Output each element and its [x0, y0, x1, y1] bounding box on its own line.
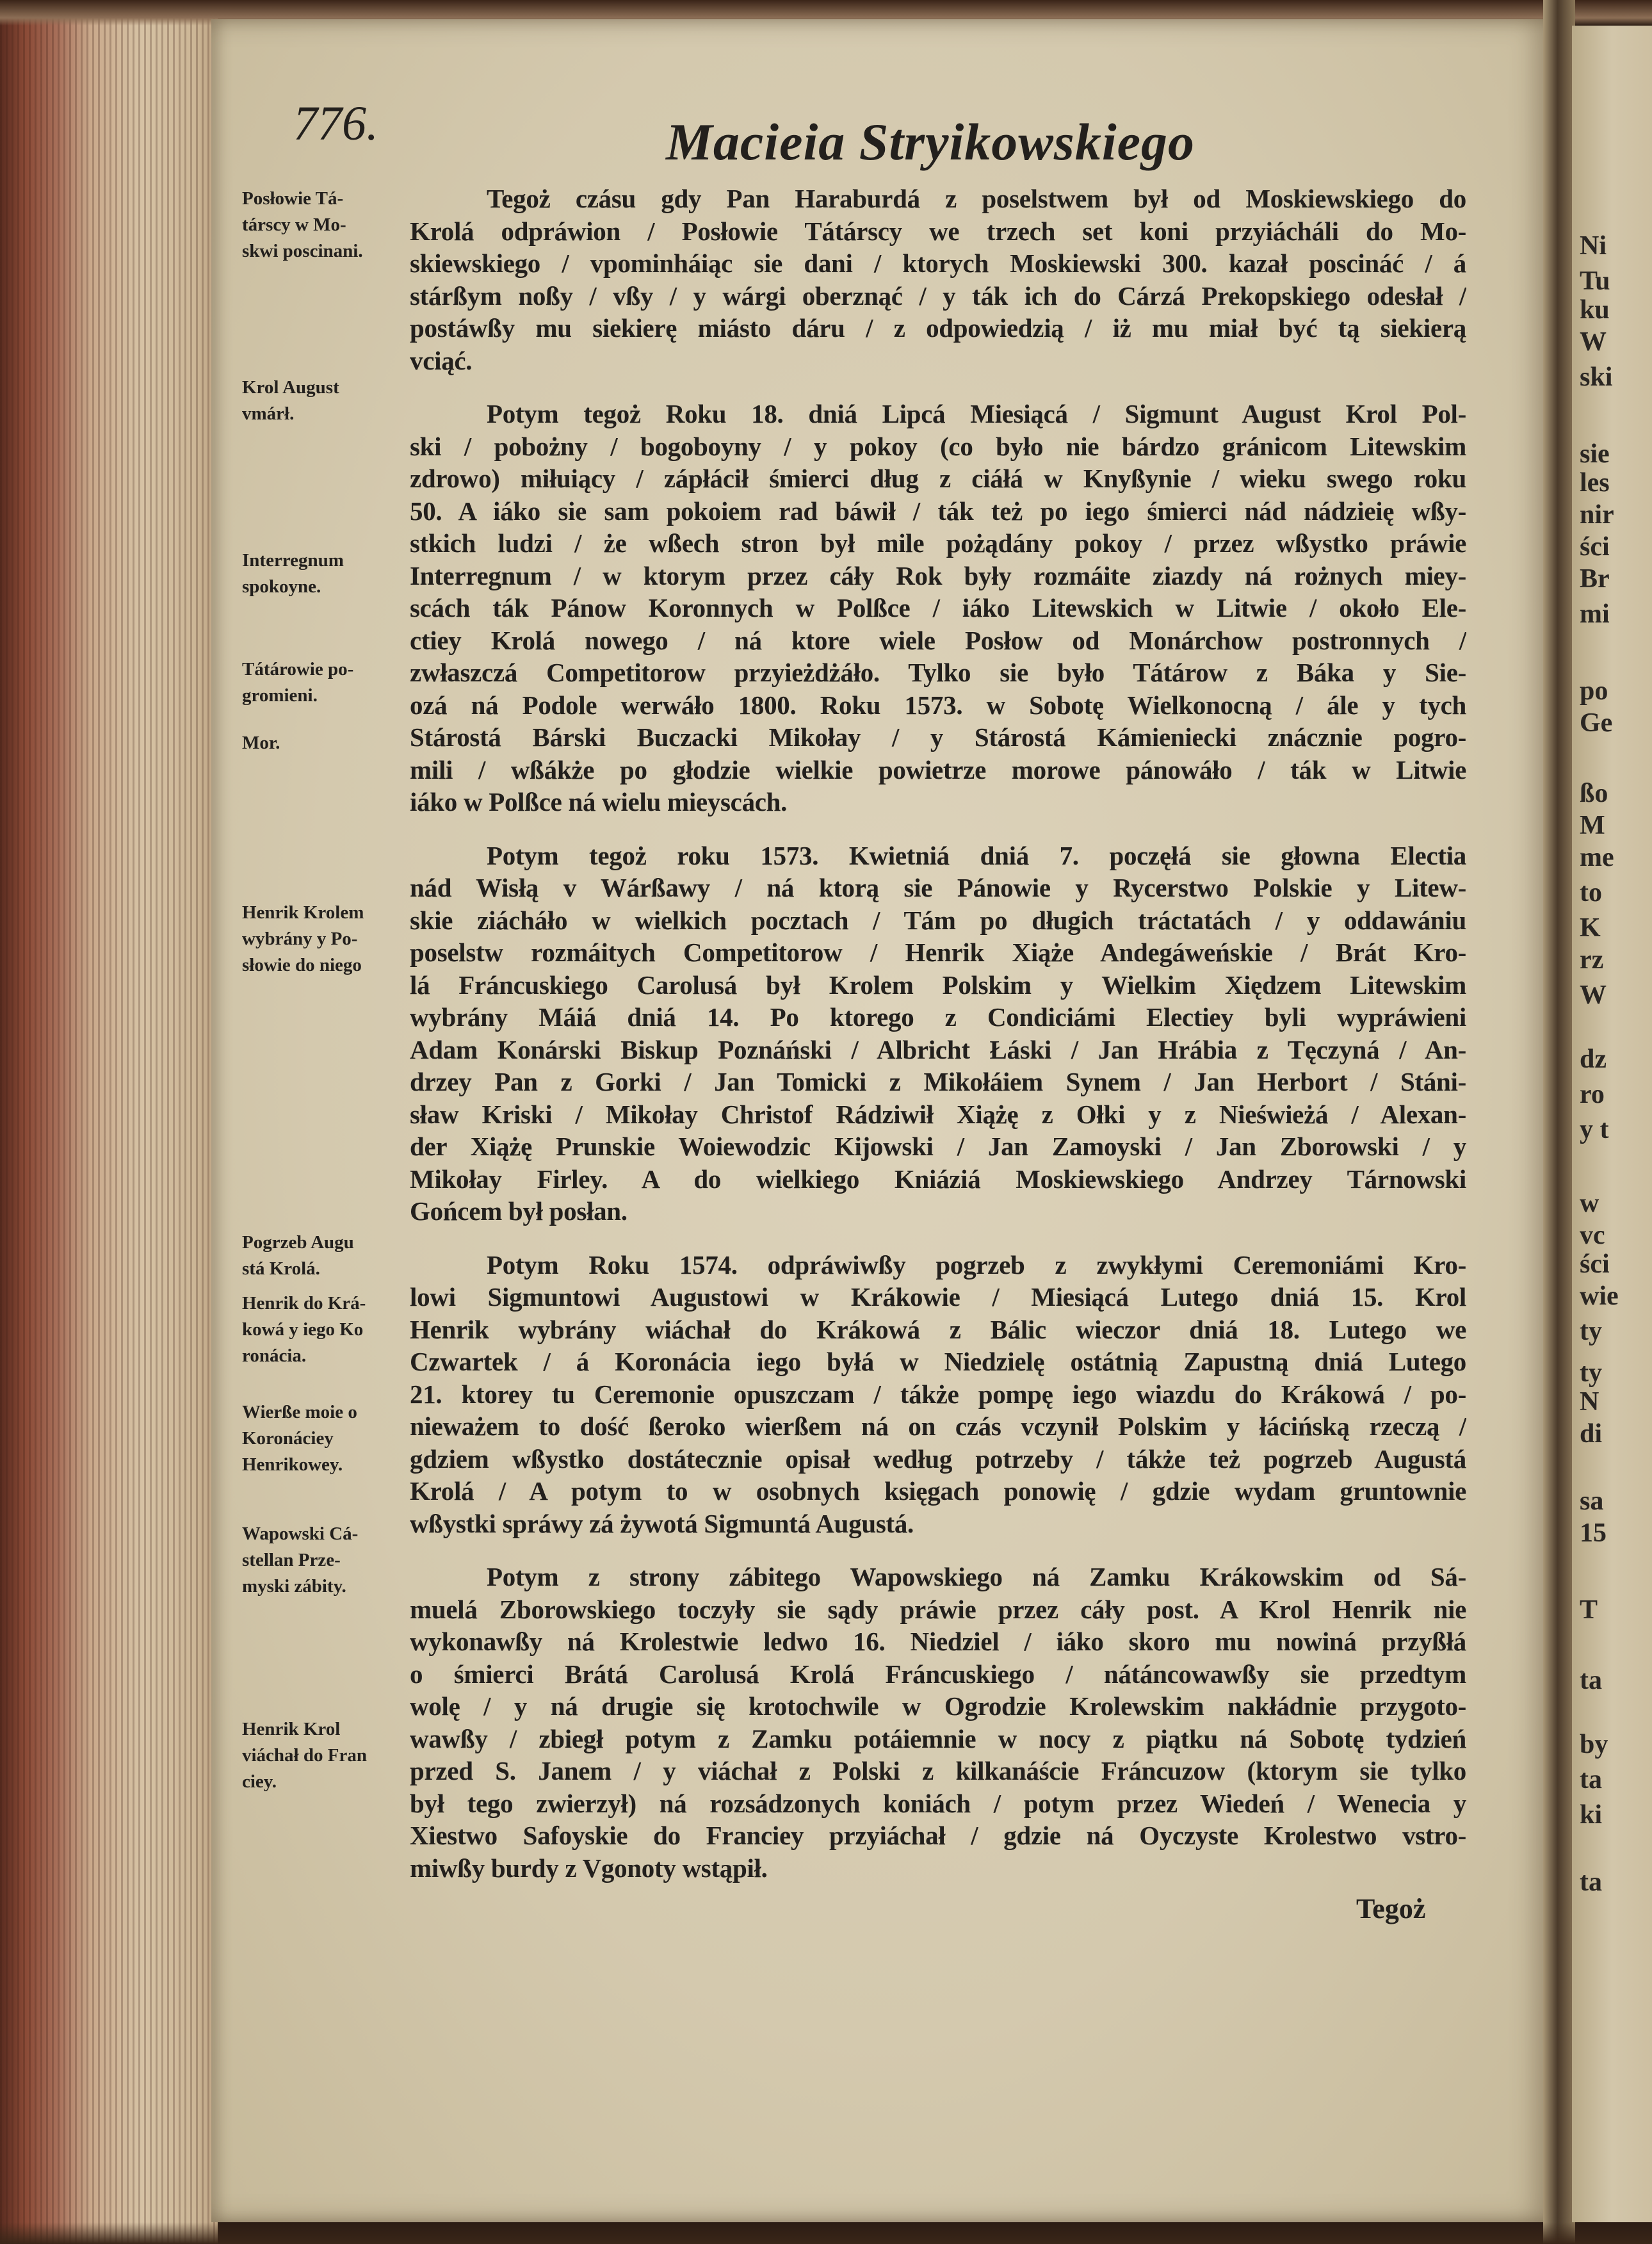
text-line: wolę / y ná drugie się krotochwile w Ogrodzie Krolewskim nakłádnie przygoto- [410, 1691, 1466, 1721]
margin-note-line: kowá y iego Ko [242, 1319, 364, 1340]
facing-page-fragment: ta [1580, 1666, 1602, 1695]
margin-note [242, 656, 402, 709]
margin-note [242, 1399, 402, 1478]
margin-note-line: Henrik Krolem [242, 902, 364, 923]
text-line: Interregnum / w ktorym przez cáły Rok były rozmáite ziazdy ná rożnych miey- [410, 560, 1466, 590]
facing-page-fragment: N [1580, 1387, 1599, 1417]
text-line: poselstw rozmáitych Competitorow / Henrik Xiąże Andegáweńskie / Brát Kro- [410, 938, 1466, 967]
paragraph [410, 840, 1466, 1228]
margin-note-line: Tátárowie po- [242, 659, 354, 679]
text-line: przed S. Janem / y viáchał z Polski z kilkanáście Fráncuzow (ktorym sie tylko [410, 1756, 1466, 1785]
facing-page-fragment: ta [1580, 1867, 1602, 1897]
paragraph [410, 398, 1466, 818]
margin-note-line: spokoyne. [242, 576, 321, 597]
margin-note-line: Koronáciey [242, 1428, 334, 1449]
text-line: stkich ludzi / że wßech stron był mile pożądány pokoy / przez wßystko práwie [410, 528, 1466, 558]
text-line: wybrány Máiá dniá 14. Po ktorego z Condiciámi Electiey byli wypráwieni [410, 1002, 1466, 1032]
margin-note [242, 1230, 402, 1282]
margin-note-line: Wierße moie o [242, 1402, 357, 1422]
book-page-edges [0, 0, 218, 2244]
text-line: zwłaszczá Competitorow przyieżdżáło. Tylko sie było Tátárow z Báka y Sie- [410, 658, 1466, 687]
text-line: 21. ktorey tu Ceremonie opuszczam / tákże pompę iego wiazdu do Krákowá / po- [410, 1379, 1466, 1409]
text-line: Potym tegoż roku 1573. Kwietniá dniá 7. poczęłá sie głowna Electia [487, 840, 1466, 870]
facing-page-fragment: ści [1580, 1249, 1610, 1279]
paragraph [410, 1249, 1466, 1540]
margin-note-line: wybrány y Po- [242, 929, 358, 949]
facing-page-fragment: T [1580, 1595, 1598, 1625]
facing-page-fragment: by [1580, 1730, 1608, 1759]
margin-note [242, 1290, 402, 1369]
facing-page-fragment: W [1580, 980, 1607, 1010]
margin-note-line: stellan Prze- [242, 1550, 341, 1570]
facing-page-fragment: ty [1580, 1317, 1602, 1346]
margin-note-line: Henrikowey. [242, 1454, 343, 1475]
text-line: Krolá odpráwion / Posłowie Tátárscy we trzech set koni przyiácháli do Mo- [410, 216, 1466, 246]
text-line: der Xiążę Prunskie Woiewodzic Kijowski / Jan Zamoyski / Jan Zborowski / y [410, 1132, 1466, 1161]
facing-page-fragment: sie [1580, 439, 1610, 469]
text-line: Potym z strony zábitego Wapowskiego ná Zamku Krákowskim od Sá- [487, 1562, 1466, 1591]
facing-page-fragment: mi [1580, 599, 1610, 629]
margin-note-line: Henrik do Krá- [242, 1293, 366, 1313]
paragraph [410, 183, 1466, 377]
facing-page-fragment: sa [1580, 1486, 1604, 1516]
text-line: Mikołay Firley. A do wielkiego Kniáziá Moskiewskiego Andrzey Tárnowski [410, 1164, 1466, 1194]
facing-page-fragment: wie [1580, 1281, 1619, 1311]
text-line: 50. A iáko sie sam pokoiem rad báwił / ták też po iego śmierci nád nádzieię wßy- [410, 496, 1466, 526]
catchword: Tegoż [1356, 1893, 1426, 1924]
facing-page-fragment: Ni [1580, 231, 1607, 261]
facing-page-fragment: ro [1580, 1080, 1605, 1109]
margin-note-line: ciey. [242, 1771, 277, 1792]
text-line: drzey Pan z Gorki / Jan Tomicki z Mikołáiem Synem / Jan Herbort / Stáni- [410, 1067, 1466, 1096]
facing-page-fragment: Ge [1580, 708, 1613, 738]
text-line: skiewskiego / vpominháiąc sie dani / ktorych Moskiewski 300. kazał poscináć / á [410, 248, 1466, 278]
text-line: lá Fráncuskiego Carolusá był Krolem Polskim y Wielkim Xiędzem Litewskim [410, 970, 1466, 1000]
text-line: zdrowo) miłuiący / zápłácił śmierci dług z ciáłá w Knyßynie / wieku swego roku [410, 464, 1466, 493]
text-line: ozá ná Podole werwáło 1800. Roku 1573. w Sobotę Wielkonocną / ále y tych [410, 690, 1466, 720]
margin-note-line: skwi poscinani. [242, 241, 363, 261]
text-line: Henrik wybrány wiáchał do Krákowá z Bálic wieczor dniá 18. Lutego we [410, 1314, 1466, 1344]
text-line: Potym Roku 1574. odpráwiwßy pogrzeb z zwykłymi Ceremoniámi Kro- [487, 1249, 1466, 1280]
margin-note-line: gromieni. [242, 685, 318, 706]
facing-page-fragment: w [1580, 1189, 1599, 1218]
facing-page-fragment: 15 [1580, 1518, 1607, 1548]
facing-page-fragment: nir [1580, 500, 1614, 530]
text-line: był tego zwierzył) ná rozsádzonych koniách / potym przez Wiedeń / Wenecia y [410, 1788, 1466, 1818]
margin-note-line: myski zábity. [242, 1576, 346, 1597]
text-line: scách ták Pánow Koronnych w Polßce / iáko Litewskich w Litwie / około Ele- [410, 593, 1466, 622]
facing-page-fragment: po [1580, 676, 1608, 706]
facing-page-fragment: di [1580, 1419, 1603, 1449]
text-line: Gońcem był posłan. [410, 1196, 628, 1226]
text-line: mili / wßákże po głodzie wielkie powietrze morowe pánowáło / ták w Litwie [410, 754, 1466, 785]
text-line: ctiey Krolá nowego / ná ktore wiele Posłow od Monárchow postronnych / [410, 625, 1466, 655]
facing-page-fragment: Br [1580, 564, 1610, 594]
text-line: Krolá / A potym to w osobnych księgach ponowię / gdzie wydam gruntownie [410, 1476, 1466, 1506]
facing-page-fragment: vc [1580, 1221, 1605, 1250]
text-line: stárßym noßy / vßy / y wárgi oberznąć / y ták ich do Cárzá Prekopskiego odesłał / [410, 280, 1466, 311]
facing-page-fragment: W [1580, 327, 1607, 357]
text-line: Czwartek / á Koronácia iego byłá w Niedzielę ostátnią Zapustną dniá Lutego [410, 1347, 1466, 1376]
text-line: wawßy / zbiegł potym z Zamku potáiemnie w nocy z piątku ná Sobotę tydzień [410, 1723, 1466, 1753]
facing-page-fragment: M [1580, 811, 1605, 840]
facing-page-fragment: to [1580, 878, 1602, 907]
facing-page-fragment: me [1580, 843, 1614, 872]
main-text-column [410, 183, 1466, 1884]
margin-note-line: Posłowie Tá- [242, 188, 344, 209]
facing-page-fragment: rz [1580, 945, 1604, 975]
text-line: Potym tegoż Roku 18. dniá Lipcá Miesiącá / Sigmunt August Krol Pol- [487, 399, 1466, 428]
book-gutter [1543, 0, 1575, 2244]
margin-note [242, 730, 402, 756]
facing-page-fragment: ści [1580, 532, 1610, 562]
margin-note-line: vmárł. [242, 403, 295, 424]
margin-note [242, 375, 402, 427]
text-line: wßystki spráwy zá żywotá Sigmuntá Augustá. [410, 1508, 914, 1538]
text-line: nád Wisłą v Wárßawy / ná ktorą sie Pánowie y Rycerstwo Polskie y Litew- [410, 873, 1466, 902]
facing-page-fragment: ty [1580, 1358, 1602, 1388]
facing-page-fragment: Tu [1580, 266, 1610, 296]
paragraph [410, 1561, 1466, 1884]
facing-page-fragment: ta [1580, 1765, 1602, 1794]
facing-page-fragment: les [1580, 468, 1610, 498]
page-number: 776. [293, 97, 378, 150]
margin-note-line: Henrik Krol [242, 1719, 341, 1739]
text-line: Adam Konárski Biskup Poznáński / Albricht Łáski / Jan Hrábia z Tęczyná / An- [410, 1034, 1466, 1064]
facing-page [1572, 26, 1652, 2222]
text-line: postáwßy mu siekierę miásto dáru / z odpowiedzią / iż mu miał być tą siekierą [410, 313, 1466, 343]
margin-note-line: słowie do niego [242, 955, 362, 975]
facing-page-fragment: K [1580, 913, 1601, 943]
margin-note [242, 186, 402, 264]
text-line: ski / pobożny / bogoboyny / y pokoy (co było nie bárdzo gránicom Litewskim [410, 431, 1466, 461]
margin-note [242, 900, 402, 979]
text-line: Tegoż czásu gdy Pan Haraburdá z poselstwem był od Moskiewskiego do [487, 184, 1466, 213]
text-line: o śmierci Brátá Carolusá Krolá Fráncuskiego / nátáncowawßy sie przedtym [410, 1659, 1466, 1689]
facing-page-fragment: ku [1580, 295, 1610, 325]
facing-page-fragment: ski [1580, 362, 1613, 392]
text-line: lowi Sigmuntowi Augustowi w Krákowie / Miesiącá Lutego dniá 15. Krol [410, 1282, 1466, 1312]
text-line: skie ziácháło w wielkich pocztach / Tám po długich tráctatách / y oddawániu [410, 905, 1466, 935]
margin-note-line: társcy w Mo- [242, 215, 346, 235]
margin-note [242, 548, 402, 600]
text-line: muelá Zborowskiego toczyły sie sądy práwie przez cáły post. A Krol Henrik nie [410, 1594, 1466, 1624]
margin-note-line: ronácia. [242, 1346, 307, 1366]
text-line: Stárostá Bárski Buczacki Mikołay / y Stárostá Kámieniecki znácznie pogro- [410, 722, 1466, 752]
margin-note-line: stá Krolá. [242, 1258, 320, 1279]
margin-note [242, 1521, 402, 1600]
text-line: gdziem wßystko dostátecznie opisał według potrzeby / tákże też pogrzeb Augustá [410, 1443, 1466, 1474]
text-line: miwßy burdy z Vgonoty wstąpił. [410, 1853, 768, 1883]
text-line: Xiestwo Safoyskie do Franciey przyiáchał / gdzie ná Oyczyste Krolestwo vstro- [410, 1821, 1466, 1850]
text-line: iáko w Polßce ná wielu mieyscách. [410, 787, 788, 817]
margin-note-line: viáchał do Fran [242, 1745, 367, 1766]
margin-note-line: Interregnum [242, 550, 344, 571]
facing-page-fragment: ki [1580, 1800, 1603, 1830]
margin-note-line: Mor. [242, 733, 280, 753]
facing-page-fragment: dz [1580, 1045, 1607, 1074]
margin-note-line: Pogrzeb Augu [242, 1232, 354, 1253]
text-line: vciąć. [410, 345, 473, 375]
facing-page-fragment: y t [1580, 1115, 1609, 1144]
text-line: sław Kriski / Mikołay Christof Rádziwił Xiążę z Ołki y z Nieświeżá / Alexan- [410, 1099, 1466, 1129]
margin-note-line: Wapowski Cá- [242, 1524, 359, 1544]
margin-note [242, 1716, 402, 1795]
margin-note-line: Krol August [242, 377, 339, 398]
running-head: Macieia Stryikowskiego [666, 113, 1195, 171]
text-line: wykonawßy ná Krolestwie ledwo 16. Niedziel / iáko skoro mu nowiná przyßłá [410, 1627, 1466, 1656]
text-line: nieważem to dość ßeroko wierßem ná on czás vczynił Polskim y łácińską rzeczą / [410, 1411, 1466, 1441]
book-bottom-edge [0, 2222, 1652, 2244]
facing-page-fragment: ßo [1580, 779, 1608, 808]
